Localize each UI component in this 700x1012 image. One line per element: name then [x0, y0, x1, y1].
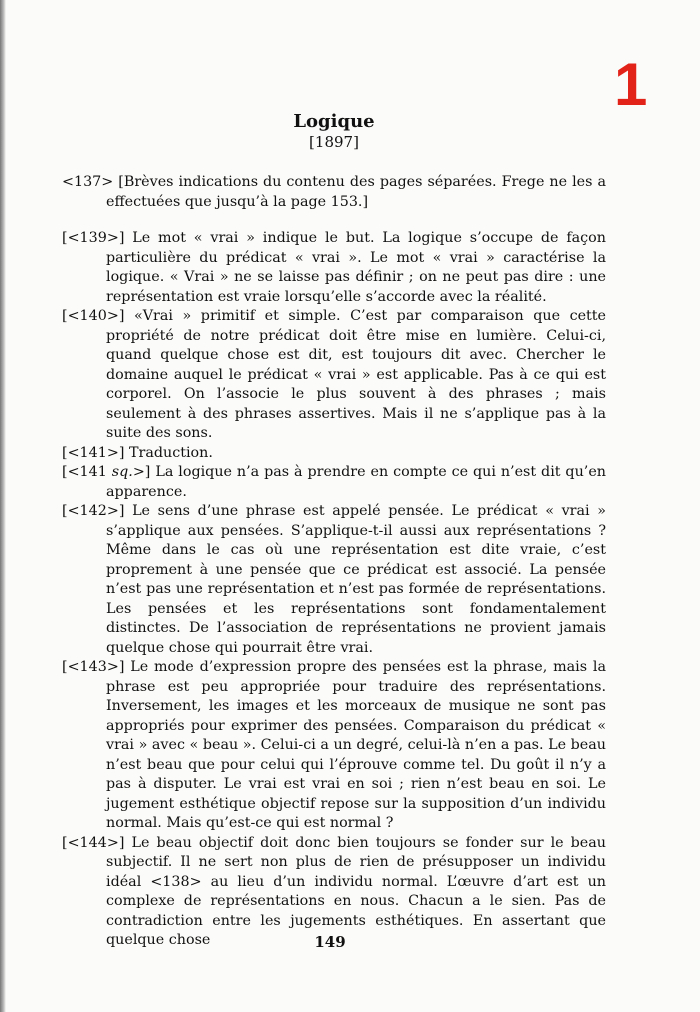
entry-tag: [<141>]	[62, 444, 125, 461]
entry-tag: [<139>]	[62, 230, 125, 246]
entry-141	[62, 444, 606, 464]
page-binding-shadow	[0, 0, 6, 1012]
page-year: [1897]	[309, 133, 359, 151]
intro-paragraph	[62, 173, 606, 212]
entry-tag: [<142>]	[62, 503, 125, 519]
page-annotation-number: 1	[614, 51, 648, 118]
entry-text: Le mot « vrai » indique le but. La logique s’occupe de façon particulière du prédicat « vrai ». Le mot « vrai » caractérise la logique. « Vrai » ne se laisse pas définir ; on ne peut pas dire : une représentation est vraie lorsqu’elle s’accorde avec la réalité.	[106, 230, 606, 305]
intro-block	[62, 173, 606, 212]
entry-139	[62, 229, 606, 307]
entry-text: Le beau objectif doit donc bien toujours se fonder sur le beau subjectif. Il ne sert non plus de rien de présupposer un individu idéal <138> au lieu d’un individu normal. L’œuvre d’art est un complexe de représentations en nous. Chacun a le sien. Pas de contradiction entre les jugements esthétiques. En assertant que quelque chose	[106, 834, 607, 948]
intro-text: [Brèves indications du contenu des pages séparées. Frege ne les a effectuées que jusqu’à la page 153.]	[106, 174, 606, 210]
entry-tag: [<144>]	[62, 834, 125, 851]
entry-text: Le mode d’expression propre des pensées est la phrase, mais la phrase est peu appropriée pour traduire des représentations. Inversement, les images et les morceaux de musique ne sont pas appropriés pour exprimer des pensées. Comparaison du prédicat « vrai » avec « beau ». Celui-ci a un degré, celui-là n’en a pas. Le beau n’est beau que pour celui qui l’éprouve comme tel. Du goût il n’y a pas à disputer. Le vrai est vrai en soi ; rien n’est beau en soi. Le jugement esthétique objectif repose sur la supposition d’un individu normal. Mais qu’est-ce qui est normal ?	[106, 659, 606, 831]
entry-text: La logique n’a pas à prendre en compte ce qui n’est dit qu’en apparence.	[106, 464, 607, 500]
entry-140	[62, 307, 606, 444]
entries-block	[62, 229, 606, 951]
entry-142	[62, 502, 606, 658]
entry-tag-suffix: >]	[132, 464, 151, 480]
page-title: Logique	[293, 111, 375, 132]
entry-tag: [<143>]	[62, 659, 125, 675]
page-number: 149	[314, 933, 346, 951]
entry-text: Traduction.	[128, 444, 213, 461]
entry-tag-italic: sq.	[111, 464, 133, 480]
entry-text: «Vrai » primitif et simple. C’est par comparaison que cette propriété de notre prédicat doit être mise en lumière. Celui-ci, quand quelque chose est dit, est toujours dit avec. Chercher le domaine auquel le prédicat « vrai » est applicable. Pas à ce qui est corporel. On l’associe le plus souvent à des phrases ; mais seulement à des phrases assertives. Mais il ne s’applique pas à la suite des sons.	[106, 308, 606, 441]
entry-143	[62, 658, 606, 834]
entry-tag: [<140>]	[62, 308, 125, 324]
entry-141-sq	[62, 463, 606, 502]
entry-text: Le sens d’une phrase est appelé pensée. Le prédicat « vrai » s’applique aux pensées. S’applique-t-il aussi aux représentations ? Même dans le cas où une représentation est dite vraie, c’est proprement à une pensée que ce prédicat est associé. La pensée n’est pas une représentation et n’est pas formée de représentations. Les pensées et les représentations sont fondamentalement distinctes. De l’association de représentations ne provient jamais quelque chose qui pourrait être vrai.	[106, 503, 606, 656]
entry-tag-prefix: [<141	[62, 464, 112, 480]
entry-tag	[62, 464, 150, 480]
intro-tag: <137>	[62, 174, 114, 190]
